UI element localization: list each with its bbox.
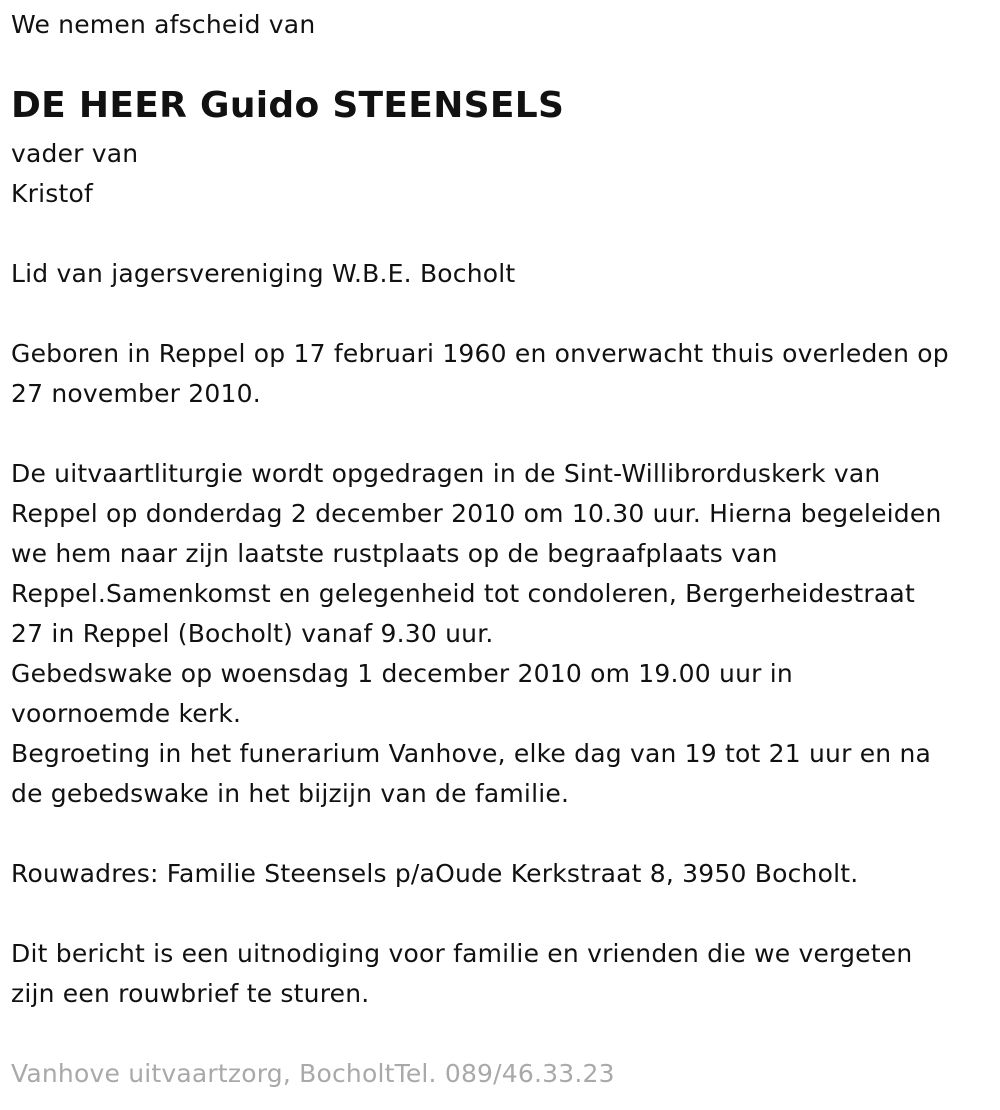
invitation-notice-block (11, 934, 912, 1014)
funeral-line: Reppel op donderdag 2 december 2010 om 10.30 uur. Hierna begeleiden (11, 499, 942, 528)
mourning-address-block (11, 854, 858, 894)
funeral-home-footer: Vanhove uitvaartzorg, BocholtTel. 089/46.33.23 (11, 1059, 615, 1088)
funeral-line: de gebedswake in het bijzijn van de familie. (11, 779, 570, 808)
funeral-line: Gebedswake op woensdag 1 december 2010 om 19.00 uur in (11, 659, 793, 688)
birth-death-line: 27 november 2010. (11, 379, 261, 408)
funeral-line: Begroeting in het funerarium Vanhove, elke dag van 19 tot 21 uur en na (11, 739, 932, 768)
membership-line: Lid van jagersvereniging W.B.E. Bocholt (11, 259, 516, 288)
funeral-line: voornoemde kerk. (11, 699, 242, 728)
funeral-line: De uitvaartliturgie wordt opgedragen in de Sint-Willibrorduskerk van (11, 459, 881, 488)
birth-death-line: Geboren in Reppel op 17 februari 1960 en onverwacht thuis overleden op (11, 339, 949, 368)
funeral-line: we hem naar zijn laatste rustplaats op de begraafplaats van (11, 539, 778, 568)
relation-line: Kristof (11, 179, 93, 208)
membership-block (11, 254, 515, 294)
mourning-address-line: Rouwadres: Familie Steensels p/aOude Kerkstraat 8, 3950 Bocholt. (11, 859, 859, 888)
deceased-name: DE HEER Guido STEENSELS (11, 85, 565, 126)
funeral-details-block (11, 454, 942, 814)
funeral-line: Reppel.Samenkomst en gelegenheid tot condoleren, Bergerheidestraat (11, 579, 915, 608)
notice-line: zijn een rouwbrief te sturen. (11, 979, 370, 1008)
relation-line: vader van (11, 139, 139, 168)
notice-line: Dit bericht is een uitnodiging voor familie en vrienden die we vergeten (11, 939, 913, 968)
intro-text: We nemen afscheid van (11, 10, 316, 39)
funeral-line: 27 in Reppel (Bocholt) vanaf 9.30 uur. (11, 619, 494, 648)
relation-block (11, 134, 138, 214)
birth-death-block (11, 334, 949, 414)
